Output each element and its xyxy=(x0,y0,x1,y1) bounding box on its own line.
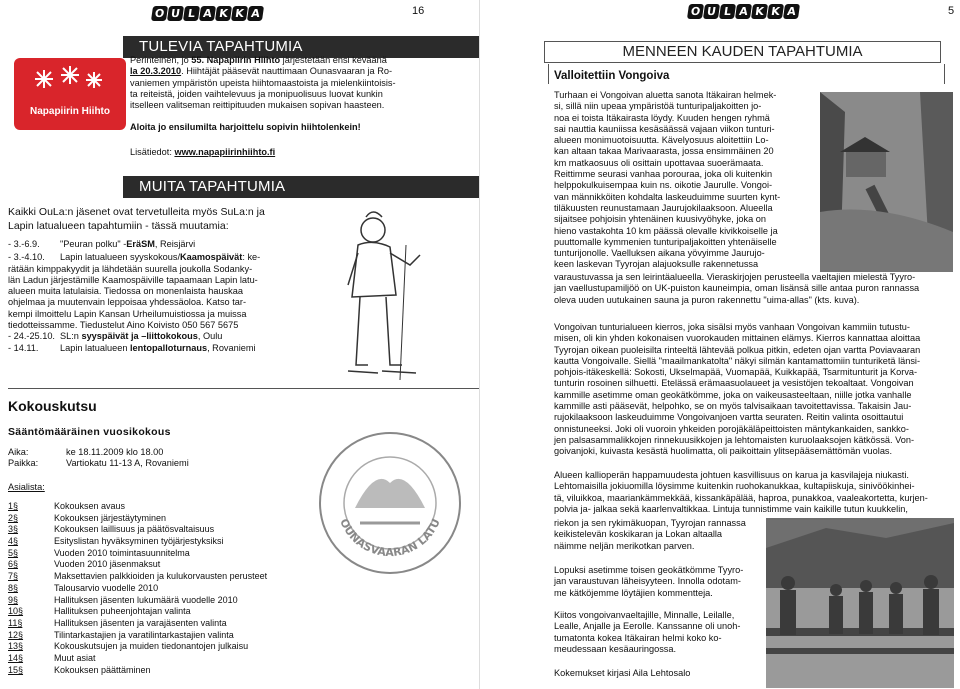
agenda-item xyxy=(8,583,308,595)
article-line: misen, oli kin yhden kokonaisen vuorokauden mittainen elämys. Kierros kannattaa aloittaa xyxy=(554,333,921,344)
page-number-left: 16 xyxy=(412,5,425,17)
agenda-item-text: Vuoden 2010 jäsenmaksut xyxy=(54,559,161,570)
article-line: tiläkuusten reunustamaan Jaurujokilaaksoon. Alueella xyxy=(554,202,773,213)
agenda-item xyxy=(8,595,308,607)
article-para4 xyxy=(554,518,764,552)
article-line: onnistuneeksi. Joki oli vuoroin yhkeiden porojäkäläpeittoisten mäntykankaiden, sankko- xyxy=(554,423,909,434)
article-col1 xyxy=(554,90,814,271)
ounasvaaran-latu-emblem xyxy=(315,428,465,578)
event-erasm: - 3.-6.9. "Peuran polku" -EräSM, Reisjärvi xyxy=(8,239,196,249)
banner-muita: MUITA TAPAHTUMIA xyxy=(123,176,480,198)
napapiiri-info: Lisätiedot: www.napapiirinhiihto.fi xyxy=(130,146,276,157)
article-para-cont xyxy=(554,272,954,306)
agenda-item-number: 9§ xyxy=(8,594,19,605)
article-line: Lehtomaisilla jokiuomilla löysimme kuitenkin ruohokanukkaa, kultapiiskuja, sinivöökinhei- xyxy=(554,481,915,492)
masthead-letter: O xyxy=(687,4,704,19)
muita-intro1: Kaikki OuLa:n jäsenet ovat tervetulleita myös SuLa:n ja xyxy=(8,206,265,218)
agenda-item xyxy=(8,559,308,571)
agenda-item-text: Kokouksen avaus xyxy=(54,500,126,511)
agenda-item-number: 7§ xyxy=(8,571,19,582)
article-line: polvia ja- jalkaa sekä kaarlenvaltikkaa. Lintuja tunnistimme vain kaikille tutun kuukkelin, xyxy=(554,503,908,514)
article-line: Alueen kallioperän happamuudesta johtuen kasvillisuus on karua ja kasvilajeja niukasti. xyxy=(554,470,909,480)
banner-menneen: MENNEEN KAUDEN TAPAHTUMIA xyxy=(544,41,941,63)
napapiiri-line5: itselleen valitseman reittipituuden mukaisen sopivan haasteen. xyxy=(130,100,385,111)
agenda-item xyxy=(8,630,308,642)
agenda-item-text: Muut asiat xyxy=(54,653,96,664)
kokouskutsu xyxy=(8,398,308,676)
article-line: alueen monimuotoisuutta. Kävelyosuus aloitettiin Lo- xyxy=(554,135,769,146)
agenda-item-text: Talousarvio vuodelle 2010 xyxy=(54,582,159,593)
masthead-letter: A xyxy=(199,6,216,21)
agenda-item-number: 15§ xyxy=(8,664,24,675)
agenda-item-text: Maksettavien palkkioiden ja kulukorvausten perusteet xyxy=(54,571,268,582)
napapiiri-line1: Perinteinen, jo 55. Napapiirin Hiihto järjestetään ensi keväänä xyxy=(130,55,387,65)
agenda-item-text: Hallituksen puheenjohtajan valinta xyxy=(54,606,191,617)
napapiirin-hiihto-logo xyxy=(14,58,126,130)
article-line: kautta Vongoivalle. Siellä "maailmankatolta" näkyi silmän kantamattomiin tunturiketä länsi- xyxy=(554,355,921,366)
asialista-label: Asialista: xyxy=(8,481,45,492)
article-line: keen laskevan Tyyrojan alajuoksulle rakennetussa xyxy=(554,259,759,270)
article-line: tumatonta kokea Itäkairan helmi koko ko- xyxy=(554,632,722,643)
agenda-item xyxy=(8,665,308,677)
article-para3 xyxy=(554,470,954,515)
article-line: keikistelevän koskikaran ja Lokan altaalla xyxy=(554,529,723,540)
article-line: rujokilaaksoon laskeuduimme Vongoivanjoen vartta seuraten. Reitin valinta osoittautui xyxy=(554,412,904,423)
napapiiri-line4: ta reiteistä, joiden vaihtelevuus ja monipuolisuus luovat kunkin xyxy=(130,88,383,99)
kokouskutsu-title: Kokouskutsu xyxy=(8,398,97,414)
article-line: Lealle, Anjalle ja Eerolle. Kanssanne oli unoh- xyxy=(554,621,741,632)
banner-tulevia: TULEVIA TAPAHTUMIA xyxy=(123,36,480,58)
article-line: Vongoivan tunturialueen kierros, joka sisälsi myös vanhaan Vongoivan kammiin tutustu- xyxy=(554,322,910,332)
article-line: noa ei toista Itäkairasta löydy. Kuuden hengen ryhmä xyxy=(554,112,770,123)
right-page xyxy=(480,0,960,689)
agenda-item-number: 6§ xyxy=(8,559,19,570)
masthead-right xyxy=(688,4,799,19)
article-para5 xyxy=(554,565,764,599)
kokous-subtitle: Sääntömääräinen vuosikokous xyxy=(8,426,171,438)
agenda-item-number: 1§ xyxy=(8,500,19,511)
kokous-paikka: Paikka: Vartiokatu 11-13 A, Rovaniemi xyxy=(8,458,189,469)
masthead-letter: U xyxy=(703,4,720,19)
logo-label: Napapiirin Hiihto xyxy=(30,106,110,117)
article-line: jan varaustuvan läheisyyteen. Innolla odotam- xyxy=(554,576,741,587)
masthead-letter: K xyxy=(767,4,784,19)
muita-intro2: Lapin latualueen tapahtumiin - tässä muutamia: xyxy=(8,220,229,232)
article-line: jan vaellustupamiljöö on UK-puiston kauneimpia, oman lisänsä sille antaa puron rannassa xyxy=(554,283,920,294)
agenda-item-number: 4§ xyxy=(8,536,19,546)
agenda-item xyxy=(8,571,308,583)
article-line: van männikköiten kohdalta laskeuduimme suurten kynt- xyxy=(554,191,781,202)
event-kaamos-line: rätään kimppakyydit ja lähdetään suurella joukolla Sodanky- xyxy=(8,263,253,274)
article-line: tunturijonolle. Vaelluksen aikana yövyimme Jaurujo- xyxy=(554,248,765,259)
agenda-item-number: 2§ xyxy=(8,512,19,523)
event-kaamos-line: tiedotteissamme. Tiedustelut Aino Koivisto 050 567 5675 xyxy=(8,320,239,331)
article-line: kammille asti pääsevät, helpohko, se on myös talvisaikaan tavoitettavissa. Takaisin Jau- xyxy=(554,401,912,412)
agenda-item xyxy=(8,501,308,513)
event-syyspaivat: - 24.-25.10. SL:n syyspäivät ja –liittokokous, Oulu xyxy=(8,331,223,342)
article-line: riekon ja sen rykimäkuopan, Tyyrojan rannassa xyxy=(554,518,746,528)
agenda-item xyxy=(8,513,308,525)
article-line: helppokulkuisempaa kuin ns. oikotie Jaurulle. Vongoi- xyxy=(554,180,773,191)
article-line: oleva uuden uutukainen sauna ja puron rakennettu "uima-allas" (kts. kuva). xyxy=(554,294,860,305)
agenda-item-text: Hallituksen jäsenten ja varajäsenten valinta xyxy=(54,617,227,628)
masthead-letter: A xyxy=(735,4,752,19)
agenda-item-number: 11§ xyxy=(8,617,23,628)
group-photo-icon xyxy=(766,518,954,688)
article-line: jen palsasammalikkojen rinnekuusikkojen ja lehtomaisten kuruolaaksojen kätkössä. Von- xyxy=(554,434,915,445)
article-line: hieno vastakohta 10 km päässä olevalle kivikkoiselle ja xyxy=(554,225,778,236)
cabin-photo-icon xyxy=(820,92,953,272)
agenda-list xyxy=(8,501,308,677)
article-line: Tyyrojan oikean puoleisilta rinteeltä lähtevää polkua pitkin, edeten ojan vartta Poviavaaran xyxy=(554,344,921,355)
napapiiri-call: Aloita jo ensilumilta harjoittelu sopivin hiihtolenkein! xyxy=(130,122,361,133)
napapiiri-line3: vaniemen ympäristön upeista hiihtomaastoista ja mielenkiintoisis- xyxy=(130,77,396,88)
agenda-item xyxy=(8,548,308,560)
article-line: sai nauttia kauniissa kesäsäässä vajaan viikon tunturi- xyxy=(554,123,775,134)
masthead-letter: L xyxy=(183,6,200,21)
article-line: goivanjoki, kuivasta kesästä huolimatta, oli paikoittain ylitsepääsemättömän vuolas. xyxy=(554,446,893,457)
agenda-item-number: 8§ xyxy=(8,582,19,593)
group-photo xyxy=(766,518,954,688)
article-line: Lopuksi asetimme toisen geokätkömme Tyyro- xyxy=(554,565,744,575)
event-kaamos-line: alueen muita latulaisia. Tiedossa on monenlaista hauskaa xyxy=(8,286,243,297)
agenda-item xyxy=(8,536,308,548)
agenda-item-number: 14§ xyxy=(8,653,24,664)
masthead-letter: L xyxy=(719,4,736,19)
agenda-item xyxy=(8,618,308,630)
agenda-item-text: Kokouksen päättäminen xyxy=(54,664,151,675)
agenda-item xyxy=(8,524,308,536)
article-line: näimme neljän merikotkan parven. xyxy=(554,540,695,551)
event-kaamos-details xyxy=(8,264,343,332)
agenda-item xyxy=(8,653,308,665)
page-number-right: 5 xyxy=(948,5,955,17)
masthead-letter: A xyxy=(783,4,800,19)
article-line: Reittimme seurasi vanhaa porouraa, joka oli kuitenkin xyxy=(554,169,773,180)
agenda-item xyxy=(8,606,308,618)
muita-text xyxy=(8,205,343,354)
agenda-item-number: 10§ xyxy=(8,606,24,617)
snowflake-icon xyxy=(14,58,126,130)
agenda-item-number: 12§ xyxy=(8,629,24,640)
divider xyxy=(8,388,480,389)
event-kaamos-line: län Ladun järjestämille Kaamospäiville tapaamaan Lapin latu- xyxy=(8,274,258,285)
article-line: km matkaosuus oli osittain upottavaa suoerämaata. xyxy=(554,157,764,168)
agenda-item-text: Tilintarkastajien ja varatilintarkastajien valinta xyxy=(54,629,234,640)
agenda-item-number: 5§ xyxy=(8,547,19,558)
article-line: Kiitos vongoivanvaeltajille, Minnalle, Leilalle, xyxy=(554,610,735,620)
masthead-letter: K xyxy=(751,4,768,19)
article-line: kammille asetimme oman geokätkömme, joka on vaikeusasteeltaan, niille jotka vanhalle xyxy=(554,389,912,400)
agenda-item-text: Kokouksen järjestäytyminen xyxy=(54,512,167,523)
article-signature: Kokemukset kirjasi Aila Lehtosalo xyxy=(554,668,691,678)
napapiiri-line2: la 20.3.2010. Hiihtäjät pääsevät nauttimaan Ounasvaaran ja Ro- xyxy=(130,66,393,77)
article-line: tä, viluikkoa, maariankämmekkää, kissankäpälää, haproa, punakkoa, vaaleakortetta, kurjen- xyxy=(554,492,928,503)
article-line: puuttomalle kymmenien tunturipaljakoitten yhtenäiselle xyxy=(554,236,777,247)
article-para6 xyxy=(554,610,764,655)
article-line: kan altaan takaa Marivaarasta, jossa ensimmäinen 20 xyxy=(554,146,774,157)
article-title: Valloitettiin Vongoiva xyxy=(554,70,670,82)
agenda-item-text: Vuoden 2010 toimintasuunnitelma xyxy=(54,547,190,558)
article-line: sijaitsee pohjoisin yhtenäinen kuusivyöhyke, joka on xyxy=(554,214,766,225)
masthead-letter: K xyxy=(231,6,248,21)
masthead-letter: K xyxy=(215,6,232,21)
article-line: varaustuvassa ja sen leirintäalueella. Vieraskirjojen perusteella vaeltajien mielestä Tyyro- xyxy=(554,272,916,282)
event-kaamos-line: ohjelmaa ja muutenvain leppoisaa yhdessäoloa. Katso tar- xyxy=(8,297,247,308)
event-kaamos: - 3.-4.10. Lapin latualueen syyskokous/Kaamospäivät: ke- xyxy=(8,252,261,263)
article-line: pohjois-itäkeskellä: Sokosti, Ukselmapää, Vuomapää, Kuikkapää, Tsarmitunturit ja Korva- xyxy=(554,367,918,378)
masthead-left xyxy=(152,6,263,21)
agenda-item-number: 13§ xyxy=(8,641,24,652)
agenda-item-text: Esityslistan hyväksyminen työjärjestyksiksi xyxy=(54,536,224,546)
masthead-letter: A xyxy=(247,6,264,21)
agenda-item-text: Kokouksen laillisuus ja päätösvaltaisuus xyxy=(54,524,215,535)
masthead-letter: U xyxy=(167,6,184,21)
agenda-item xyxy=(8,641,308,653)
masthead-letter: O xyxy=(151,6,168,21)
event-kaamos-line: kempi ilmoittelu Lapin Kansan Urheilumuistiossa ja muissa xyxy=(8,308,247,319)
article-para2 xyxy=(554,322,954,458)
article-line: tunturin rosoinen silhuetti. Etelässä erämaasuolaueet ja vesistöjen tekoaltaat. Vongoivan xyxy=(554,378,914,389)
agenda-item-number: 3§ xyxy=(8,524,19,535)
emblem-text: OUNASVAARAN LATU xyxy=(337,516,443,560)
kokous-aika: Aika: ke 18.11.2009 klo 18.00 xyxy=(8,447,164,457)
article-line: si, sillä niin upeaa ympäristöä tunturipaljakoitten jo- xyxy=(554,101,762,112)
agenda-item-text: Kokouskutsujen ja muiden tiedonantojen julkaisu xyxy=(54,641,249,652)
napapiiri-text xyxy=(130,55,470,158)
agenda-item-text: Hallituksen jäsenten lukumäärä vuodelle 2010 xyxy=(54,594,238,605)
article-line: Turhaan ei Vongoivan aluetta sanota Itäkairan helmek- xyxy=(554,90,777,100)
skier-illustration-icon xyxy=(338,205,428,385)
article-line: me kätköjemme löytäjien kommentteja. xyxy=(554,587,713,598)
article-line: meudessaan kesäauringossa. xyxy=(554,643,677,654)
cabin-photo xyxy=(820,92,953,272)
event-lentopallo: - 14.11. Lapin latualueen lentopalloturnaus, Rovaniemi xyxy=(8,342,256,353)
napapiiri-link[interactable]: www.napapiirinhiihto.fi xyxy=(174,146,276,157)
